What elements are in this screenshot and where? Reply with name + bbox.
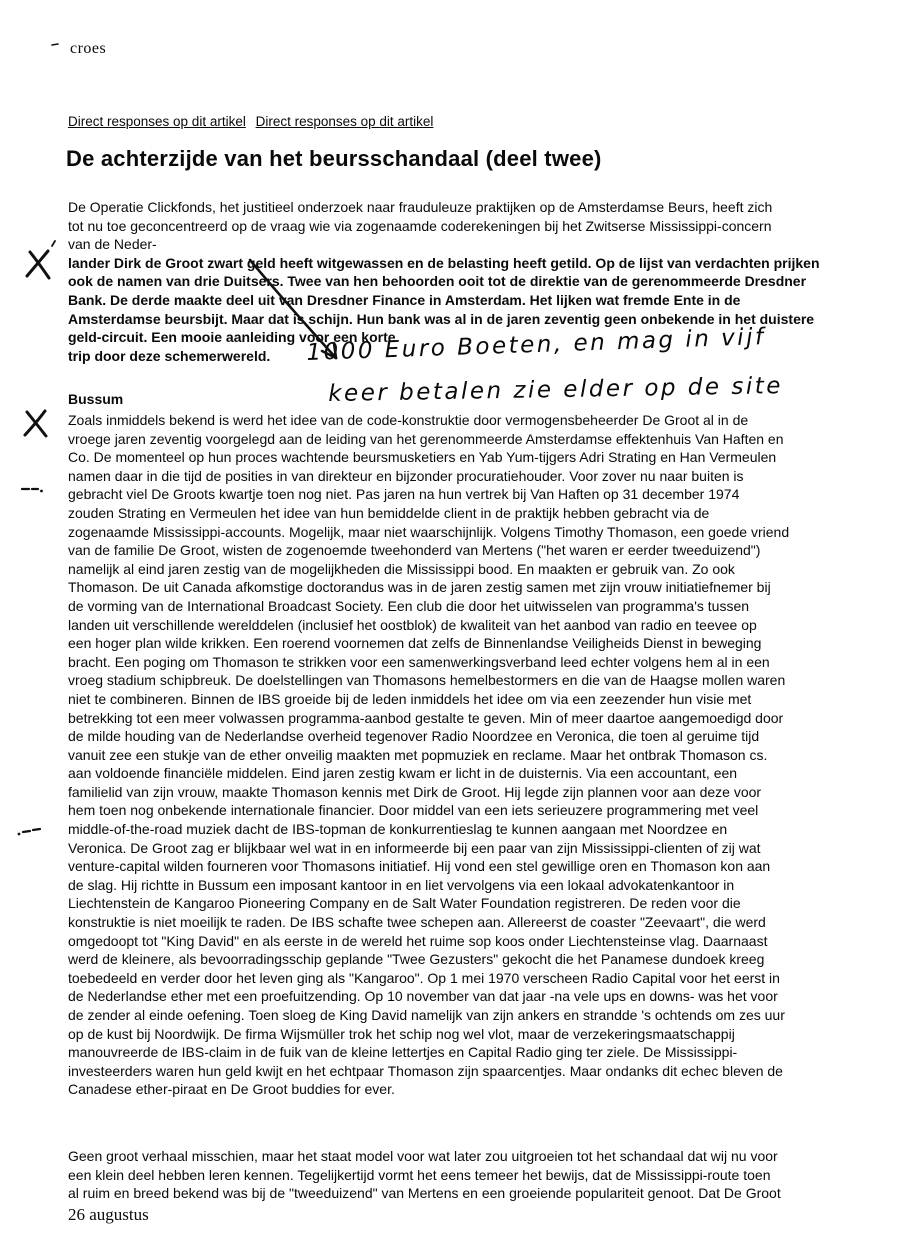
text-line: middle-of-the-road muziek dacht de IBS-topman de konkurrentieslag te kunnen aangaan met Noordzee en (68, 821, 728, 838)
text-line: zouden Strating en Vermeulen het idee van hun bemiddelde client in de praktijk hebben gebracht via de (68, 504, 710, 521)
text-line: namelijk al eind jaren zestig van de mogelijkheden die Mississippi bood. En maakten er gebruik van. Zo ook (68, 560, 735, 577)
paragraph-3-closing (68, 1147, 781, 1203)
text-line: geld-circuit. Een mooie aanleiding voor een korte (68, 329, 396, 346)
text-line: vanuit zee een stukje van de ether onveilig maakten met popmuziek en reclame. Maar het ontbrak Thomason cs. (68, 746, 768, 763)
text-line: werd de kleinere, als bevoorradingsschip geplande "Twee Gezusters" gekocht die het Panamese dundoek kreeg (68, 951, 765, 968)
text-line: betrekking tot een meer volwassen programma-aanbod gestalte te geven. Min of meer daartoe aangemoedigd door (68, 709, 784, 726)
paragraph-1-intro (68, 198, 772, 254)
text-line: toebedeeld en verder door het leven ging als "Kangaroo". Op 1 mei 1970 verscheen Radio Capital voor het eerst in (68, 969, 780, 986)
text-line: Thomason. De uit Canada afkomstige doctorandus was in de jaren zestig samen met zijn vrouw initiatiefnemer bij (68, 579, 771, 596)
text-line: een klein deel hebben leren kennen. Tegelijkertijd vormt het eens temeer het bewijs, dat de Mississippi-route toen (68, 1166, 771, 1183)
text-line: een hoger plan wilde krikken. Een roerend voornemen dat zelfs de Binnenlandse Veiligheids Dienst in beweging (68, 635, 762, 652)
text-line: de zender al einde oefening. Toen sloeg de King David namelijk van zijn ankers en strandde 's ochtends om zes uur (68, 1007, 785, 1023)
x-mark-icon-2 (25, 411, 46, 436)
text-line: gebracht viel De Groots kwartje toen nog niet. Pas jaren na hun vertrek bij Van Haften op 31 december 1974 (68, 486, 740, 503)
text-line: Canadese ether-piraat en De Groot buddies for ever. (68, 1081, 395, 1098)
text-line: Amsterdamse beursbijt. Maar dat is schijn. Hun bank was al in de jaren zeventig geen onbekende in het duistere (68, 310, 815, 327)
text-line: al ruim en breed bekend was bij de "tweeduizend" van Mertens en een groeiende populariteit genoot. Dat De Groot (68, 1185, 781, 1202)
text-line: venture-capital wilden fourneren voor Thomasons initiatief. Hij vond een stel gewillige oren en Thomason kon aan (68, 858, 771, 875)
responses-links-row (68, 114, 439, 129)
text-line: vroeg stadium schipbreuk. De doelstellingen van Thomasons hemelbestormers en die van de Haagse mollen waren (68, 672, 786, 689)
text-line: Veronica. De Groot zag er blijkbaar wel wat in en informeerde bij een paar van zijn Mississippi-clienten of zij wat (68, 839, 761, 856)
text-line: lander Dirk de Groot zwart geld heeft witgewassen en de belasting heeft getild. Op de lijst van verdachten prijken (68, 254, 820, 271)
text-line: investeerders waren hun geld kwijt en het echtpaar Thomason zijn spaarcentjes. Maar ondanks dit echec bleven de (68, 1062, 783, 1079)
direct-responses-link-2[interactable]: Direct responses op dit artikel (255, 114, 434, 129)
text-line: de Nederlandse ether met een proefuitzending. Op 10 november van dat jaar -na vele ups en downs- was het voor (68, 988, 778, 1005)
direct-responses-link-1[interactable]: Direct responses op dit artikel (68, 114, 246, 129)
text-line: tot nu toe geconcentreerd op de vraag wie via zogenaamde coderekeningen bij het Zwitserse Mississippi-concern (68, 217, 772, 234)
text-line: van de familie De Groot, wisten de zogenoemde tweehonderd van Mertens ("het waren er eerder tweeduizend") (68, 542, 761, 559)
text-line: Zoals inmiddels bekend is werd het idee van de code-konstruktie door vermogensbeheerder De Groot al in de (68, 412, 749, 428)
text-line: namen daar in die tijd de posities in van direkteur en bijzonder procuratiehouder. Voor zover nu naar buiten is (68, 467, 744, 484)
text-line: familielid van zijn vrouw, maakte Thomason kennis met Dirk de Groot. Hij legde zijn plannen voor aan deze voor (68, 783, 762, 800)
paragraph-2-body (68, 411, 789, 1099)
text-line: konstruktie is niet moeilijk te raden. De IBS schafte twee schepen aan. Allereerst de coaster "Zeevaart", die werd (68, 914, 766, 931)
x-mark-icon-1 (27, 241, 55, 278)
margin-note: croes (70, 40, 107, 57)
margin-mark-icon-1 (22, 489, 43, 492)
text-line: manouvreerde de IBS-claim in de fuik van de kleine lettertjes en Capital Radio ging ter ziele. De Mississippi- (68, 1044, 738, 1061)
text-line: hem toen nog onbekende internationale financier. Door middel van een iets serieuzere programmering met veel (68, 802, 759, 819)
text-line: vroege jaren zeventig voorgelegd aan de leiding van het gerenommeerde Amsterdamse effektenhuis Van Haften en (68, 430, 784, 447)
text-line: bracht. Een poging om Thomason te strikken voor een samenwerkingsverband leed echter volgens hem al in een (68, 653, 770, 670)
text-line: op de kust bij Noordwijk. De firma Wijsmüller trok het schip nog wel vlot, maar de verzekeringsmaatschappij (68, 1025, 735, 1042)
text-line: de slag. Hij richtte in Bussum een imposant kantoor in en liet vervolgens via een lokaal advokatenkantoor in (68, 876, 735, 893)
text-line: Geen groot verhaal misschien, maar het staat model voor wat later zou uitgroeien tot het schandaal dat wij nu voor (68, 1148, 778, 1164)
text-line: van de Neder- (68, 236, 157, 253)
text-line: De Operatie Clickfonds, het justitieel onderzoek naar frauduleuze praktijken op de Amsterdamse Beurs, heeft zich (68, 199, 773, 215)
article-title: De achterzijde van het beursschandaal (deel twee) (66, 146, 602, 171)
text-line: ook de namen van drie Duitsers. Twee van hen behoorden ooit tot de direktie van de gerenommeerde Dresdner (68, 273, 807, 290)
text-line: omgedoopt tot "King David" en als eerste in de wereld het ruime sop koos onder Liechtensteinse vlag. Daarnaast (68, 932, 768, 949)
text-line: Co. De momenteel op hun proces wachtende beursmusketiers en Yab Yum-tijgers Adri Strating en Han Vermeulen (68, 449, 777, 466)
margin-mark-icon-2 (18, 829, 40, 835)
margin-tick-top (52, 44, 58, 45)
text-line: trip door deze schemerwereld. (68, 347, 271, 364)
handwritten-note-line-1: 1000 Euro Boeten, en mag in vijf (306, 323, 767, 366)
text-line: de vorming van de International Broadcast Society. Een club die door het uitwisselen van programma's tussen (68, 597, 750, 614)
handwritten-note-line-2: keer betalen zie elder op de site (328, 373, 784, 407)
text-line: landen uit verschillende werelddelen (inclusief het oostblok) de kwaliteit van het aanbod van radio en teevee op (68, 616, 757, 633)
text-line: aan voldoende financiële middelen. Eind jaren zestig kwam er licht in de duisternis. Via een accountant, een (68, 765, 738, 782)
text-line: niet te combineren. Binnen de IBS groeide bij de leden inmiddels het idee om via een zeezender hun visie met (68, 690, 752, 707)
text-line: Liechtenstein de Kangaroo Pioneering Company en de Salt Water Foundation registreren. De reden voor die (68, 895, 741, 912)
text-line: de milde houding van de Nederlandse overheid tegenover Radio Noordzee en Veronica, die toen al geruime tijd (68, 728, 760, 745)
section-heading-bussum: Bussum (68, 391, 124, 407)
text-line: Bank. De derde maakte deel uit van Dresdner Finance in Amsterdam. Het lijken wat fremde Ente in de (68, 291, 741, 308)
footer-date: 26 augustus (68, 1205, 149, 1224)
text-line: zogenaamde Mississippi-accounts. Mogelijk, maar niet waarschijnlijk. Volgens Timothy Thomason, een goede vriend (68, 523, 790, 540)
